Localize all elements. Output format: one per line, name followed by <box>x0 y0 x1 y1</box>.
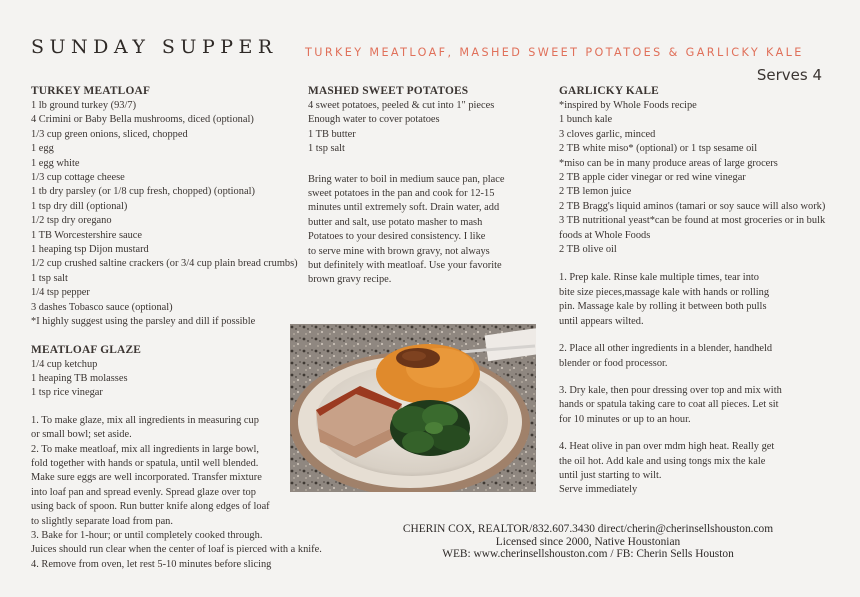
ingredient-line: 1 heaping tsp Dijon mustard <box>31 244 149 256</box>
ingredient-line: 2 TB olive oil <box>559 244 617 256</box>
step-line: until appears wilted. <box>559 315 644 327</box>
step-line: hands or spatula taking care to coat all pieces. Let sit <box>559 399 779 411</box>
meal-photo <box>290 324 536 492</box>
step-line: until just starting to wilt. <box>559 469 662 481</box>
ingredient-line: 1/3 cup cottage cheese <box>31 172 125 184</box>
step-line: to slightly separate load from pan. <box>31 515 173 527</box>
contact-line: CHERIN COX, REALTOR/832.607.3430 direct/cherin@cherinsellshouston.com <box>402 523 774 535</box>
kale-step-4 <box>559 440 825 498</box>
garlicky-kale-heading: GARLICKY KALE <box>559 85 659 97</box>
ingredient-line: 1 tb dry parsley (or 1/8 cup fresh, chopped) (optional) <box>31 186 255 198</box>
turkey-meatloaf-heading: TURKEY MEATLOAF <box>31 85 151 97</box>
step-line: pin. Massage kale by rolling it between both pulls <box>559 301 767 313</box>
step-line: Juices should run clear when the center of loaf is pierced with a knife. <box>31 544 322 556</box>
ingredient-line: 1 egg <box>31 143 54 155</box>
meatloaf-glaze-heading: MEATLOAF GLAZE <box>31 343 142 356</box>
step-line: or small bowl; set aside. <box>31 429 132 441</box>
ingredient-line: 1/4 cup ketchup <box>31 358 98 370</box>
step-line: 4. Remove from oven, let rest 5-10 minutes before slicing <box>31 558 272 570</box>
menu-subtitle: TURKEY MEATLOAF, MASHED SWEET POTATOES & GARLICKY KALE <box>305 46 804 59</box>
ingredient-line: 1 tsp rice vinegar <box>31 387 103 399</box>
ingredient-line: 1 TB butter <box>308 128 356 140</box>
ingredient-line: 1/4 tsp pepper <box>31 287 90 299</box>
ingredient-line: 4 Crimini or Baby Bella mushrooms, diced (optional) <box>31 114 254 126</box>
kale-step-1 <box>559 271 825 329</box>
ingredient-line: 1/3 cup green onions, sliced, chopped <box>31 128 188 140</box>
step-line: 1. To make glaze, mix all ingredients in measuring cup <box>31 414 259 426</box>
ingredient-line: *inspired by Whole Foods recipe <box>559 100 697 111</box>
ingredient-line: 1 egg white <box>31 157 80 169</box>
ingredient-line: 4 sweet potatoes, peeled & cut into 1" pieces <box>308 100 495 111</box>
ingredient-line: foods at Whole Foods <box>559 229 651 241</box>
garlicky-kale-ingredients <box>559 99 825 257</box>
web-line: WEB: www.cherinsellshouston.com / FB: Cherin Sells Houston <box>442 548 734 560</box>
ingredient-line: 1 tsp salt <box>31 272 68 284</box>
kale-step-2 <box>559 342 825 371</box>
contact-footer <box>398 523 778 561</box>
step-line: the oil hot. Add kale and using tongs mix the kale <box>559 455 766 467</box>
ingredient-line: Enough water to cover potatoes <box>308 114 440 126</box>
step-line: Make sure eggs are well incorporated. Transfer mixture <box>31 472 262 484</box>
step-line: blender or food processor. <box>559 357 668 369</box>
step-line: into loaf pan and spread evenly. Spread glaze over top <box>31 486 256 498</box>
direction-line: Bring water to boil in medium sauce pan, place <box>308 173 505 185</box>
ingredient-line: 1 tsp salt <box>308 143 345 155</box>
serves-count: Serves 4 <box>756 66 822 84</box>
sweet-potatoes-directions <box>308 173 505 288</box>
sweet-potatoes-column <box>308 84 505 288</box>
ingredient-line: *miso can be in many produce areas of large grocers <box>559 157 778 169</box>
sweet-potatoes-heading: MASHED SWEET POTATOES <box>308 85 469 97</box>
ingredient-line: 2 TB Bragg's liquid aminos (tamari or soy sauce will also work) <box>559 200 826 212</box>
step-line: 3. Bake for 1-hour; or until completely cooked through. <box>31 529 263 541</box>
step-line: bite size pieces,massage kale with hands or rolling <box>559 286 770 298</box>
direction-line: minutes until extremely soft. Drain water, add <box>308 202 500 214</box>
direction-line: to serve mine with brown gravy, not always <box>308 245 490 257</box>
step-line: for 10 minutes or up to an hour. <box>559 413 691 425</box>
step-line: 4. Heat olive in pan over mdm high heat. Really get <box>559 441 775 453</box>
meatloaf-glaze-ingredients <box>31 358 322 401</box>
ingredient-line: 3 cloves garlic, minced <box>559 128 656 140</box>
direction-line: but definitely with meatloaf. Use your favorite <box>308 260 502 272</box>
ingredient-note: *I highly suggest using the parsley and dill if possible <box>31 316 256 328</box>
step-line: fold together with hands or spatula, until well blended. <box>31 457 259 469</box>
kale-step-3 <box>559 384 825 427</box>
ingredient-line: 1 tsp dry dill (optional) <box>31 200 128 212</box>
step-line: 3. Dry kale, then pour dressing over top and mix with <box>559 384 782 396</box>
ingredient-line: 1/2 tsp dry oregano <box>31 215 112 227</box>
step-line: Serve immediately <box>559 484 638 496</box>
ingredient-line: 1/2 cup crushed saltine crackers (or 3/4 cup plain bread crumbs) <box>31 258 298 270</box>
ingredient-line: 3 TB nutritional yeast*can be found at most groceries or in bulk <box>559 215 826 227</box>
step-line: 2. To make meatloaf, mix all ingredients in large bowl, <box>31 443 260 455</box>
ingredient-line: 3 dashes Tobasco sauce (optional) <box>31 301 173 313</box>
sweet-potatoes-ingredients <box>308 99 505 157</box>
ingredient-line: 1 TB Worcestershire sauce <box>31 229 143 241</box>
step-line: using back of spoon. Run butter knife along edges of loaf <box>31 501 270 513</box>
garlicky-kale-column <box>559 84 825 498</box>
direction-line: sweet potatoes in the pan and cook for 12-15 <box>308 188 495 200</box>
ingredient-line: 1 heaping TB molasses <box>31 372 128 384</box>
license-line: Licensed since 2000, Native Houstonian <box>495 535 681 548</box>
page-title: SUNDAY SUPPER <box>31 36 278 58</box>
ingredient-line: 2 TB white miso* (optional) or 1 tsp sesame oil <box>559 143 758 155</box>
ingredient-line: 2 TB lemon juice <box>559 186 632 198</box>
turkey-meatloaf-ingredients <box>31 99 322 330</box>
step-line: 1. Prep kale. Rinse kale multiple times, tear into <box>559 272 759 284</box>
meatloaf-steps <box>31 414 322 572</box>
ingredient-line: 2 TB apple cider vinegar or red wine vinegar <box>559 172 746 184</box>
direction-line: Potatoes to your desired consistency. I like <box>308 231 486 243</box>
direction-line: butter and salt, use potato masher to mash <box>308 216 483 228</box>
ingredient-line: 1 bunch kale <box>559 114 613 126</box>
ingredient-line: 1 lb ground turkey (93/7) <box>31 100 137 111</box>
direction-line: brown gravy recipe. <box>308 274 392 286</box>
turkey-meatloaf-column <box>31 84 322 572</box>
step-line: 2. Place all other ingredients in a blender, handheld <box>559 343 773 355</box>
